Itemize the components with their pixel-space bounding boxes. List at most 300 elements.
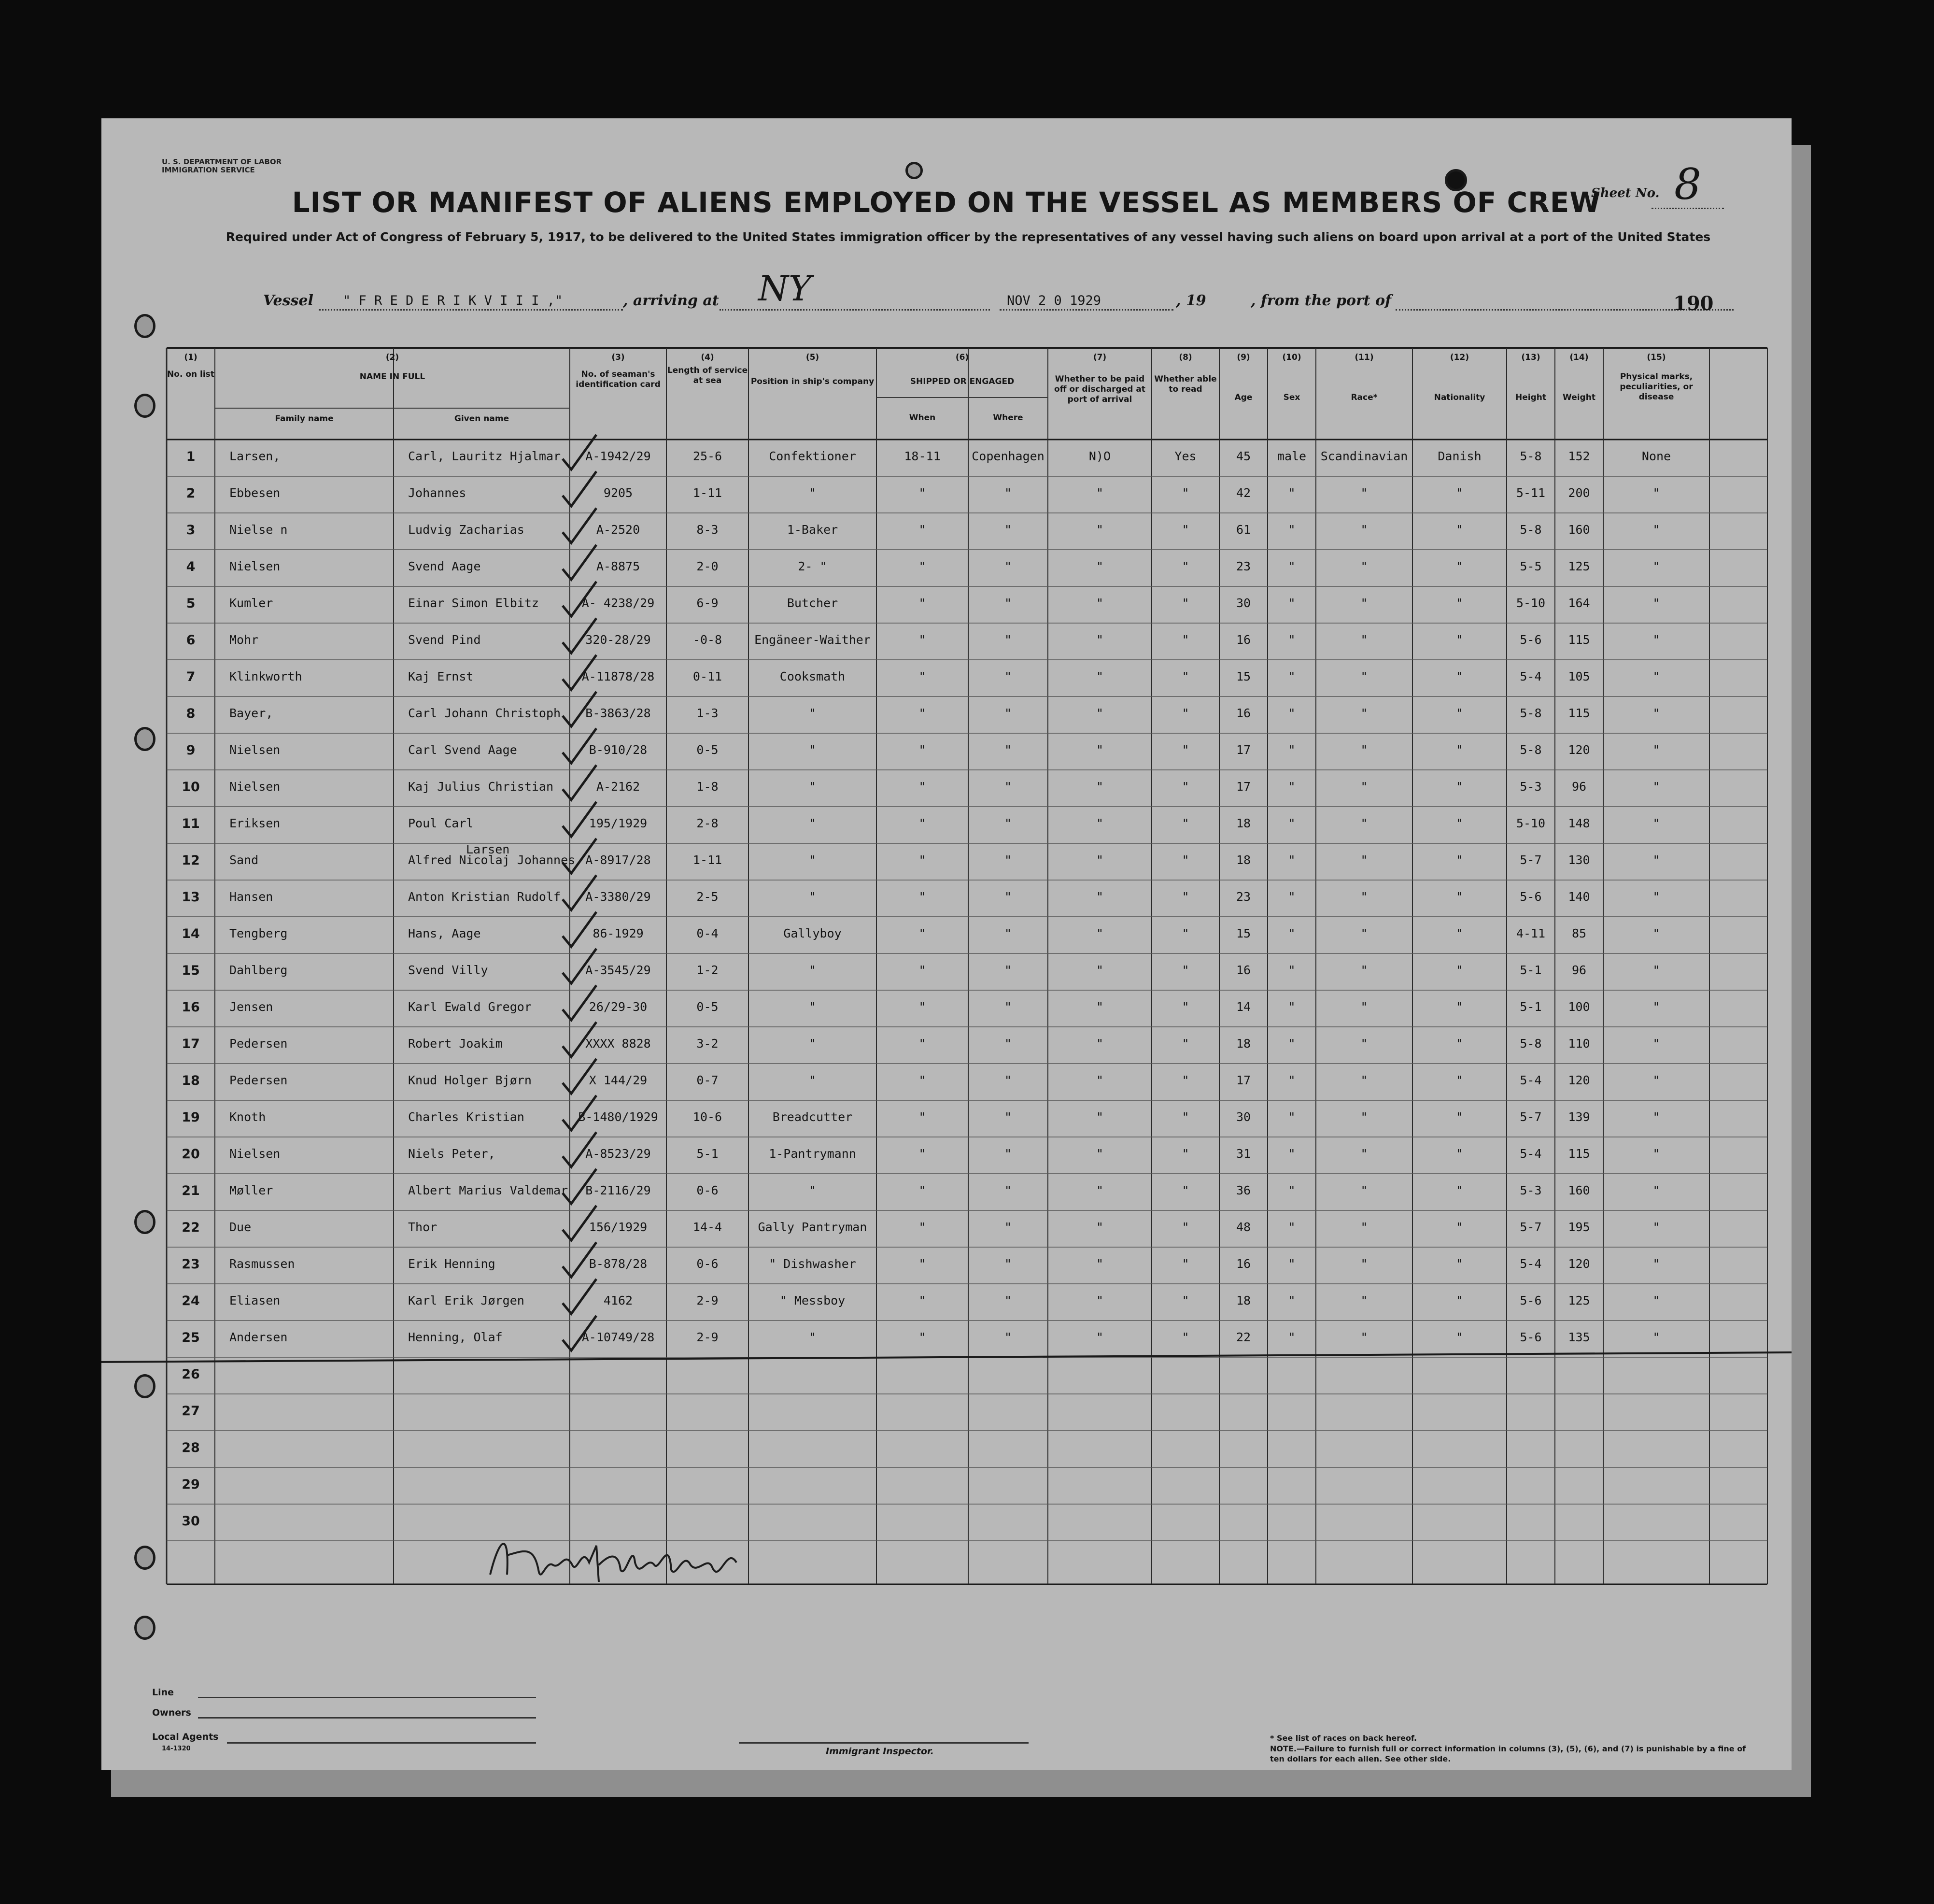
row-number: 22	[182, 1220, 200, 1235]
cell-nationality: "	[1455, 633, 1464, 647]
cell-read: "	[1182, 486, 1189, 500]
cell-service: 3-2	[696, 1037, 719, 1051]
cell-weight: 85	[1571, 926, 1587, 940]
cell-paid: "	[1096, 1037, 1104, 1051]
cell-age: 45	[1236, 449, 1251, 463]
cell-nationality: Danish	[1438, 449, 1482, 463]
row-number: 4	[186, 559, 196, 574]
cell-read: "	[1182, 1147, 1189, 1161]
cell-service: 2-0	[696, 559, 719, 573]
column-number: (8)	[1179, 353, 1192, 362]
page-subtitle: Required under Act of Congress of February 5, 1917, to be delivered to the United States immigration officer by the representatives of any vessel having such aliens on board upon arrival at a port of the United States	[226, 230, 1711, 244]
cell-height: 5-8	[1520, 449, 1542, 463]
cell-card: 86-1929	[593, 926, 644, 940]
cell-given: Kaj Ernst	[408, 669, 474, 683]
cell-position: " Dishwasher	[769, 1257, 856, 1271]
cell-age: 16	[1236, 706, 1251, 720]
punch-hole	[134, 1616, 155, 1640]
cell-paid: "	[1096, 633, 1104, 647]
cell-position: 1-Pantrymann	[769, 1147, 856, 1161]
cell-height: 5-8	[1520, 1037, 1542, 1051]
cell-given: Svend Pind	[408, 633, 481, 647]
row-number: 3	[186, 523, 196, 538]
arriving-value: NY	[758, 268, 812, 309]
punch-hole	[134, 1546, 155, 1570]
cell-read: "	[1182, 1183, 1189, 1197]
cell-service: 6-9	[696, 596, 719, 610]
cell-card: A-8523/29	[585, 1147, 651, 1161]
cell-age: 18	[1236, 1293, 1251, 1307]
cell-where: "	[1004, 559, 1012, 573]
cell-position: "	[808, 780, 817, 794]
cell-sex: "	[1288, 926, 1296, 940]
cell-height: 5-8	[1520, 743, 1542, 757]
column-number: (15)	[1647, 353, 1666, 362]
cell-family: Pedersen	[229, 1037, 288, 1051]
grid-line	[101, 1352, 1792, 1362]
cell-read: "	[1182, 780, 1189, 794]
cell-position: 2- "	[798, 559, 827, 573]
cell-service: 1-11	[692, 853, 722, 867]
cell-race: "	[1360, 963, 1368, 977]
cell-given: Charles Kristian	[408, 1110, 524, 1124]
cell-weight: 100	[1568, 1000, 1590, 1014]
cell-family: Rasmussen	[229, 1257, 295, 1271]
punch-hole	[134, 394, 155, 418]
cell-height: 5-10	[1516, 596, 1546, 610]
cell-where: "	[1004, 669, 1012, 683]
cell-card: A-2162	[596, 780, 640, 794]
cell-paid: "	[1096, 523, 1104, 537]
cell-weight: 139	[1568, 1110, 1590, 1124]
cell-card: 320-28/29	[585, 633, 651, 647]
cell-position: "	[808, 963, 817, 977]
row-number: 26	[182, 1367, 200, 1382]
cell-age: 16	[1236, 963, 1251, 977]
cell-family: Hansen	[229, 890, 273, 904]
page-title: LIST OR MANIFEST OF ALIENS EMPLOYED ON THE VESSEL AS MEMBERS OF CREW	[292, 186, 1601, 219]
cell-sex: "	[1288, 669, 1296, 683]
header-height: Height	[1515, 393, 1546, 402]
cell-sex: "	[1288, 1037, 1296, 1051]
cell-read: Yes	[1174, 449, 1197, 463]
line-field	[198, 1697, 536, 1698]
row-number: 8	[186, 706, 196, 721]
cell-paid: "	[1096, 1220, 1104, 1234]
cell-when: "	[918, 853, 926, 867]
column-number: (13)	[1521, 353, 1540, 362]
cell-race: "	[1360, 1037, 1368, 1051]
cell-given: Anton Kristian Rudolf	[408, 890, 561, 904]
cell-weight: 152	[1568, 449, 1590, 463]
cell-nationality: "	[1455, 1110, 1464, 1124]
row-number: 9	[186, 743, 196, 758]
header-no-on-list: No. on list	[167, 369, 214, 379]
cell-given: Niels Peter,	[408, 1147, 495, 1161]
cell-family: Møller	[229, 1183, 273, 1197]
cell-where: "	[1004, 486, 1012, 500]
header-age: Age	[1234, 393, 1253, 402]
cell-where: "	[1004, 816, 1012, 830]
cell-weight: 115	[1568, 633, 1590, 647]
column-number: (3)	[611, 353, 625, 362]
cell-age: 30	[1236, 1110, 1251, 1124]
cell-marks: "	[1652, 853, 1660, 867]
cell-paid: "	[1096, 780, 1104, 794]
cell-position: "	[808, 1073, 817, 1087]
cell-marks: "	[1652, 486, 1660, 500]
cell-read: "	[1182, 596, 1189, 610]
cell-card: XXXX 8828	[585, 1037, 651, 1051]
cell-height: 5-6	[1520, 1293, 1542, 1307]
year-label: , 19	[1176, 292, 1206, 309]
cell-nationality: "	[1455, 1220, 1464, 1234]
cell-sex: "	[1288, 890, 1296, 904]
cell-read: "	[1182, 1037, 1189, 1051]
owners-label: Owners	[152, 1707, 191, 1718]
cell-read: "	[1182, 1293, 1189, 1307]
cell-sex: "	[1288, 1000, 1296, 1014]
cell-read: "	[1182, 1000, 1189, 1014]
cell-nationality: "	[1455, 1330, 1464, 1344]
cell-when: "	[918, 559, 926, 573]
cell-nationality: "	[1455, 1293, 1464, 1307]
arriving-label: , arriving at	[623, 292, 719, 309]
row-number: 23	[182, 1257, 200, 1272]
header-where: Where	[993, 413, 1023, 423]
cell-when: "	[918, 1000, 926, 1014]
cell-position: "	[808, 1330, 817, 1344]
cell-read: "	[1182, 853, 1189, 867]
cell-family: Jensen	[229, 1000, 273, 1014]
cell-race: "	[1360, 780, 1368, 794]
header-name-in-full: NAME IN FULL	[359, 372, 425, 382]
cell-read: "	[1182, 963, 1189, 977]
cell-nationality: "	[1455, 1257, 1464, 1271]
cell-service: 14-4	[692, 1220, 722, 1234]
header-sex: Sex	[1283, 393, 1300, 402]
cell-given: Poul Carl	[408, 816, 474, 830]
cell-given: Carl Johann Christoph	[408, 706, 561, 720]
cell-height: 5-10	[1516, 816, 1546, 830]
row-number: 1	[186, 449, 196, 464]
cell-race: "	[1360, 816, 1368, 830]
row-number: 19	[182, 1110, 200, 1125]
date-field	[1000, 309, 1173, 311]
column-number: (10)	[1282, 353, 1301, 362]
cell-given: Albert Marius Valdemar	[408, 1183, 568, 1197]
cell-where: "	[1004, 596, 1012, 610]
cell-age: 17	[1236, 780, 1251, 794]
cell-service: 0-5	[696, 1000, 719, 1014]
cell-marks: "	[1652, 1037, 1660, 1051]
manifest-sheet	[101, 118, 1792, 1770]
header-when: When	[909, 413, 936, 423]
cell-position: Butcher	[787, 596, 838, 610]
cell-marks: "	[1652, 1110, 1660, 1124]
cell-weight: 105	[1568, 669, 1590, 683]
cell-height: 5-3	[1520, 780, 1542, 794]
cell-race: "	[1360, 1000, 1368, 1014]
cell-age: 48	[1236, 1220, 1251, 1234]
cell-card: A-10749/28	[581, 1330, 655, 1344]
cell-card: B-3863/28	[585, 706, 651, 720]
cell-race: "	[1360, 1183, 1368, 1197]
row-number: 2	[186, 486, 196, 501]
cell-height: 5-7	[1520, 1220, 1542, 1234]
cell-card: A-2520	[596, 523, 640, 537]
cell-sex: "	[1288, 780, 1296, 794]
cell-service: 0-4	[696, 926, 719, 940]
cell-race: "	[1360, 926, 1368, 940]
cell-nationality: "	[1455, 596, 1464, 610]
cell-position: "	[808, 706, 817, 720]
column-number: (5)	[805, 353, 819, 362]
row-number: 11	[182, 816, 200, 831]
cell-marks: "	[1652, 523, 1660, 537]
punch-hole	[134, 727, 155, 751]
cell-paid: "	[1096, 1183, 1104, 1197]
cell-position: "	[808, 1037, 817, 1051]
table-grid	[101, 118, 1792, 1770]
cell-age: 17	[1236, 1073, 1251, 1087]
cell-service: 1-3	[696, 706, 719, 720]
cell-paid: "	[1096, 890, 1104, 904]
cell-marks: "	[1652, 669, 1660, 683]
cell-sex: "	[1288, 559, 1296, 573]
cell-nationality: "	[1455, 1147, 1464, 1161]
cell-nationality: "	[1455, 926, 1464, 940]
cell-marks: "	[1652, 559, 1660, 573]
cell-where: "	[1004, 523, 1012, 537]
cell-sex: "	[1288, 706, 1296, 720]
cell-card: A-8917/28	[585, 853, 651, 867]
punch-hole	[134, 1210, 155, 1234]
cell-paid: "	[1096, 963, 1104, 977]
cell-position: Engäneer-Waither	[754, 633, 871, 647]
cell-sex: "	[1288, 1330, 1296, 1344]
cell-given: Alfred Nicolaj Johannes	[408, 853, 576, 867]
cell-sex: "	[1288, 1110, 1296, 1124]
cell-given: Carl, Lauritz Hjalmar	[408, 449, 561, 463]
cell-where: "	[1004, 1110, 1012, 1124]
cell-given: Knud Holger Bjørn	[408, 1073, 532, 1087]
cell-marks: "	[1652, 1330, 1660, 1344]
cell-nationality: "	[1455, 1183, 1464, 1197]
row-number: 20	[182, 1147, 200, 1162]
cell-family: Nielsen	[229, 780, 281, 794]
cell-given: Hans, Aage	[408, 926, 481, 940]
cell-weight: 125	[1568, 559, 1590, 573]
cell-paid: "	[1096, 816, 1104, 830]
cell-marks: "	[1652, 1000, 1660, 1014]
department-header: U. S. DEPARTMENT OF LABOR IMMIGRATION SERVICE	[162, 157, 282, 174]
cell-age: 18	[1236, 853, 1251, 867]
cell-paid: "	[1096, 1257, 1104, 1271]
row-number: 24	[182, 1293, 200, 1308]
cell-card: A-8875	[596, 559, 640, 573]
cell-position: "	[808, 486, 817, 500]
cell-marks: "	[1652, 926, 1660, 940]
cell-age: 23	[1236, 559, 1251, 573]
column-number: (14)	[1569, 353, 1589, 362]
cell-age: 22	[1236, 1330, 1251, 1344]
cell-marks: "	[1652, 1257, 1660, 1271]
cell-position: Confektioner	[769, 449, 856, 463]
cell-read: "	[1182, 926, 1189, 940]
cell-marks: "	[1652, 780, 1660, 794]
cell-sex: "	[1288, 1183, 1296, 1197]
cell-given-note: Larsen	[466, 842, 510, 856]
owners-field	[198, 1717, 536, 1719]
cell-service: 0-6	[696, 1183, 719, 1197]
cell-age: 23	[1236, 890, 1251, 904]
column-number: (9)	[1237, 353, 1250, 362]
cell-card: A-11878/28	[581, 669, 655, 683]
cell-when: "	[918, 1257, 926, 1271]
cell-when: "	[918, 1147, 926, 1161]
cell-weight: 96	[1571, 780, 1587, 794]
cell-marks: "	[1652, 706, 1660, 720]
cell-service: 2-9	[696, 1330, 719, 1344]
cell-paid: "	[1096, 1147, 1104, 1161]
cell-nationality: "	[1455, 486, 1464, 500]
cell-weight: 135	[1568, 1330, 1590, 1344]
cell-when: "	[918, 1183, 926, 1197]
cell-given: Robert Joakim	[408, 1037, 503, 1051]
header-card-number: No. of seaman's identification card	[576, 369, 661, 389]
cell-read: "	[1182, 1220, 1189, 1234]
cell-paid: "	[1096, 486, 1104, 500]
cell-where: Copenhagen	[972, 449, 1045, 463]
cell-height: 5-6	[1520, 633, 1542, 647]
row-number: 6	[186, 633, 196, 648]
cell-height: 5-7	[1520, 853, 1542, 867]
cell-weight: 140	[1568, 890, 1590, 904]
cell-family: Eriksen	[229, 816, 281, 830]
cell-position: "	[808, 890, 817, 904]
cell-service: 25-6	[692, 449, 722, 463]
cell-service: 1-2	[696, 963, 719, 977]
cell-height: 5-4	[1520, 669, 1542, 683]
cell-height: 5-7	[1520, 1110, 1542, 1124]
row-number: 13	[182, 890, 200, 905]
cell-height: 5-1	[1520, 963, 1542, 977]
cell-weight: 195	[1568, 1220, 1590, 1234]
column-number: (12)	[1450, 353, 1469, 362]
cell-read: "	[1182, 1110, 1189, 1124]
cell-given: Svend Villy	[408, 963, 488, 977]
cell-height: 5-4	[1520, 1073, 1542, 1087]
cell-where: "	[1004, 1000, 1012, 1014]
cell-weight: 115	[1568, 706, 1590, 720]
cell-race: "	[1360, 523, 1368, 537]
cell-service: 2-8	[696, 816, 719, 830]
cell-sex: "	[1288, 1220, 1296, 1234]
cell-when: "	[918, 523, 926, 537]
cell-read: "	[1182, 633, 1189, 647]
cell-weight: 120	[1568, 1073, 1590, 1087]
cell-nationality: "	[1455, 1037, 1464, 1051]
cell-when: "	[918, 890, 926, 904]
cell-card: 9205	[603, 486, 633, 500]
cell-given: Karl Erik Jørgen	[408, 1293, 524, 1307]
cell-given: Thor	[408, 1220, 438, 1234]
cell-given: Carl Svend Aage	[408, 743, 517, 757]
cell-given: Ludvig Zacharias	[408, 523, 524, 537]
cell-height: 5-8	[1520, 706, 1542, 720]
cell-family: Ebbesen	[229, 486, 281, 500]
row-number: 10	[182, 780, 200, 795]
cell-when: "	[918, 1220, 926, 1234]
cell-race: "	[1360, 486, 1368, 500]
cell-marks: "	[1652, 816, 1660, 830]
cell-paid: "	[1096, 706, 1104, 720]
cell-service: 10-6	[692, 1110, 722, 1124]
cell-age: 16	[1236, 1257, 1251, 1271]
cell-race: "	[1360, 596, 1368, 610]
cell-weight: 110	[1568, 1037, 1590, 1051]
cell-paid: "	[1096, 926, 1104, 940]
header-paid-off: Whether to be paid off or discharged at port of arrival	[1054, 374, 1145, 404]
cell-weight: 200	[1568, 486, 1590, 500]
cell-race: "	[1360, 669, 1368, 683]
cell-sex: "	[1288, 1293, 1296, 1307]
cell-weight: 164	[1568, 596, 1590, 610]
cell-card: A-3380/29	[585, 890, 651, 904]
cell-height: 5-3	[1520, 1183, 1542, 1197]
cell-paid: "	[1096, 1110, 1104, 1124]
line-label: Line	[152, 1687, 174, 1698]
cell-marks: "	[1652, 596, 1660, 610]
agents-field	[227, 1742, 536, 1744]
cell-weight: 96	[1571, 963, 1587, 977]
cell-when: "	[918, 780, 926, 794]
column-number: (2)	[385, 353, 399, 362]
vessel-name: " F R E D E R I K V I I I ,"	[343, 293, 563, 308]
cell-family: Tengberg	[229, 926, 288, 940]
cell-card: B-2116/29	[585, 1183, 651, 1197]
cell-where: "	[1004, 1147, 1012, 1161]
header-nationality: Nationality	[1434, 393, 1485, 402]
page-number: 190	[1673, 292, 1714, 315]
cell-family: Nielsen	[229, 743, 281, 757]
cell-age: 30	[1236, 596, 1251, 610]
cell-read: "	[1182, 816, 1189, 830]
cell-service: -0-8	[692, 633, 722, 647]
cell-service: 5-1	[696, 1147, 719, 1161]
cell-sex: "	[1288, 816, 1296, 830]
cell-marks: "	[1652, 1073, 1660, 1087]
cell-paid: "	[1096, 743, 1104, 757]
cell-read: "	[1182, 523, 1189, 537]
cell-race: Scandinavian	[1320, 449, 1408, 463]
cell-card: 156/1929	[589, 1220, 648, 1234]
cell-race: "	[1360, 1147, 1368, 1161]
cell-nationality: "	[1455, 559, 1464, 573]
cell-family: Larsen,	[229, 449, 281, 463]
from-port-label: , from the port of	[1251, 292, 1392, 309]
cell-where: "	[1004, 926, 1012, 940]
cell-race: "	[1360, 853, 1368, 867]
cell-service: 0-5	[696, 743, 719, 757]
cell-age: 18	[1236, 816, 1251, 830]
cell-where: "	[1004, 890, 1012, 904]
form-code: 14-1320	[162, 1745, 191, 1752]
cell-where: "	[1004, 1257, 1012, 1271]
cell-service: 2-5	[696, 890, 719, 904]
cell-weight: 148	[1568, 816, 1590, 830]
